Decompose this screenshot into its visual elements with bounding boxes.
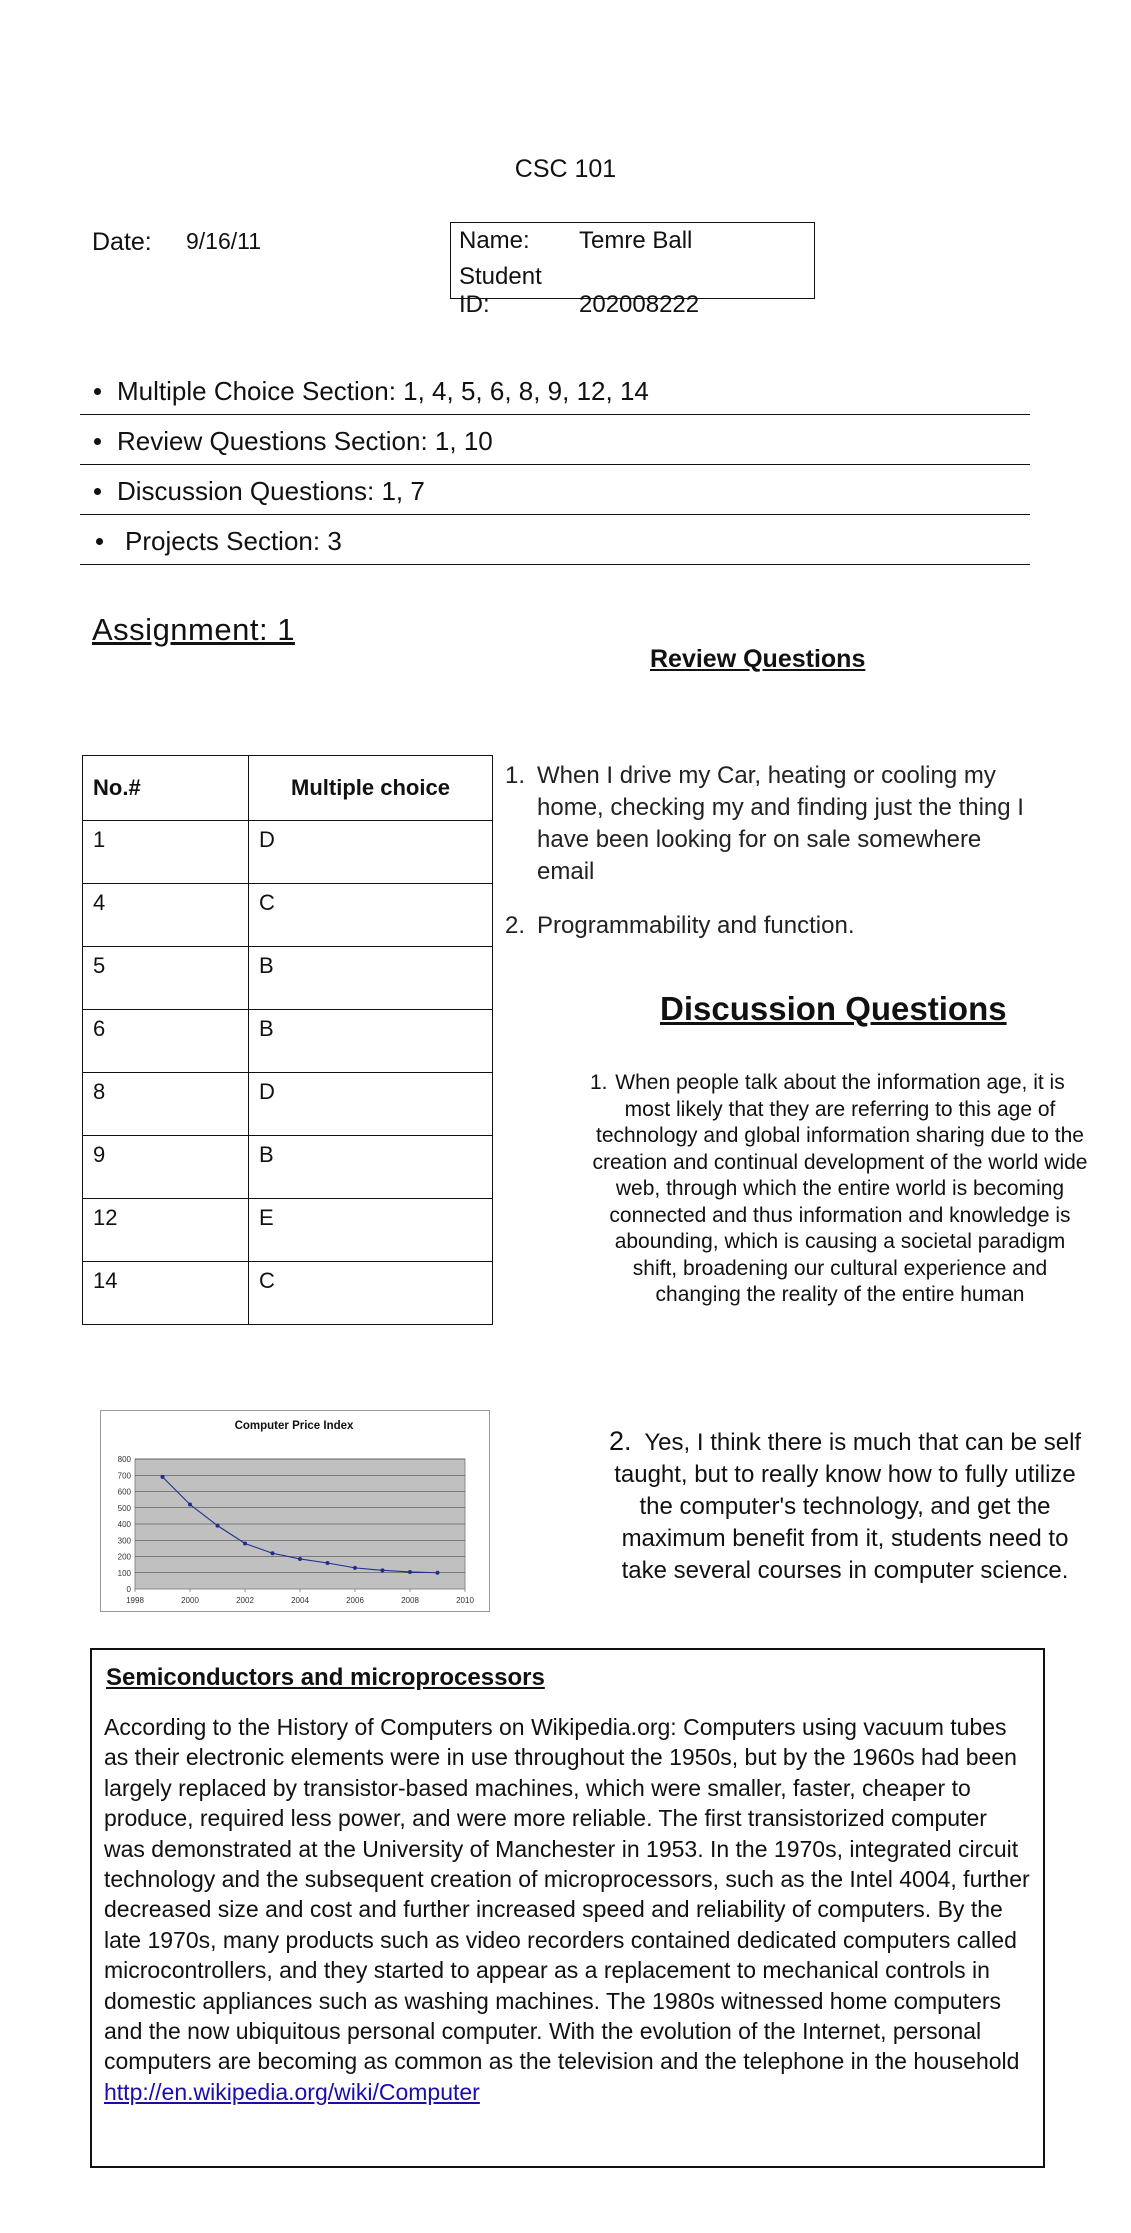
x-tick-label: 2004 bbox=[291, 1596, 309, 1605]
y-tick-label: 0 bbox=[126, 1585, 131, 1594]
x-tick-label: 2010 bbox=[456, 1596, 474, 1605]
y-tick-label: 100 bbox=[117, 1568, 131, 1578]
data-point bbox=[353, 1566, 357, 1570]
table-cell: 14 bbox=[83, 1262, 249, 1325]
assignment-title: Assignment: 1 bbox=[92, 612, 295, 647]
item-number: 2. bbox=[505, 912, 526, 939]
table-cell: B bbox=[249, 1010, 493, 1073]
date-value: 9/16/11 bbox=[186, 228, 262, 254]
bullet-icon bbox=[94, 388, 101, 395]
data-point bbox=[243, 1542, 247, 1546]
bullet-icon bbox=[96, 538, 103, 545]
review-questions-list bbox=[505, 760, 1025, 964]
table-row bbox=[83, 1136, 493, 1199]
student-id-row bbox=[459, 263, 699, 319]
section-item bbox=[80, 465, 1030, 515]
table-cell: 4 bbox=[83, 884, 249, 947]
list-item bbox=[505, 760, 1025, 888]
student-info-box bbox=[450, 222, 815, 318]
sections-list bbox=[80, 365, 1030, 565]
data-point bbox=[298, 1557, 302, 1561]
table-cell: 5 bbox=[83, 947, 249, 1010]
bullet-icon bbox=[94, 488, 101, 495]
table-row bbox=[83, 1010, 493, 1073]
table-row bbox=[83, 1199, 493, 1262]
student-id-label: Student ID: bbox=[459, 263, 542, 318]
section-text: Discussion Questions: 1, 7 bbox=[117, 476, 425, 506]
data-point bbox=[271, 1551, 275, 1555]
y-tick-label: 500 bbox=[117, 1503, 131, 1513]
item-text: When people talk about the information age, it is most likely that they are referring to this age of technology and global information sharing due to the creation and continual development of the world wide web, through which the entire world is becoming connected and thus information and knowledge is abounding, which is causing a societal paradigm shift, broadening our cultural experience and changing the reality of the entire human bbox=[592, 1071, 1088, 1306]
y-tick-label: 800 bbox=[117, 1455, 131, 1464]
x-tick-label: 2008 bbox=[401, 1596, 419, 1605]
discussion-answer-2 bbox=[600, 1425, 1090, 1587]
table-cell: 8 bbox=[83, 1073, 249, 1136]
x-tick-label: 2000 bbox=[181, 1596, 199, 1605]
table-cell: 1 bbox=[83, 821, 249, 884]
item-text: When I drive my Car, heating or cooling my home, checking my and finding just the thing I have been looking for on sale somewhere email bbox=[537, 762, 1024, 885]
table-cell: 6 bbox=[83, 1010, 249, 1073]
semiconductors-body bbox=[104, 1712, 1034, 2107]
semiconductors-title: Semiconductors and microprocessors bbox=[106, 1664, 545, 1691]
chart-svg bbox=[101, 1411, 488, 1610]
multiple-choice-table bbox=[82, 755, 493, 1325]
y-tick-label: 200 bbox=[117, 1552, 131, 1562]
name-label: Name: bbox=[459, 227, 530, 254]
y-tick-label: 300 bbox=[117, 1536, 131, 1546]
y-tick-label: 600 bbox=[117, 1487, 131, 1497]
discussion-questions-heading: Discussion Questions bbox=[660, 990, 1007, 1027]
table-row bbox=[83, 821, 493, 884]
bullet-icon bbox=[94, 438, 101, 445]
table-cell: C bbox=[249, 884, 493, 947]
table-header: No.# bbox=[83, 756, 249, 821]
computer-price-index-chart bbox=[100, 1410, 490, 1612]
section-item bbox=[80, 515, 1030, 565]
course-title: CSC 101 bbox=[514, 155, 617, 183]
y-tick-label: 400 bbox=[117, 1520, 131, 1529]
item-text: Yes, I think there is much that can be self taught, but to really know how to fully utilize the computer's technology, and get the maximum benefit from it, students need to take several courses in computer science. bbox=[614, 1429, 1082, 1584]
y-tick-label: 700 bbox=[117, 1471, 131, 1481]
table-row bbox=[83, 1073, 493, 1136]
section-text: Review Questions Section: 1, 10 bbox=[117, 426, 493, 456]
table-cell: E bbox=[249, 1199, 493, 1262]
item-text: Programmability and function. bbox=[537, 912, 855, 939]
table-cell: 12 bbox=[83, 1199, 249, 1262]
data-point bbox=[188, 1503, 192, 1507]
data-point bbox=[436, 1571, 440, 1575]
table-cell: 9 bbox=[83, 1136, 249, 1199]
x-tick-label: 1998 bbox=[126, 1596, 144, 1605]
table-row bbox=[83, 1262, 493, 1325]
student-id-value: 202008222 bbox=[579, 291, 700, 318]
data-point bbox=[326, 1561, 330, 1565]
x-tick-label: 2006 bbox=[346, 1596, 364, 1605]
item-number: 2. bbox=[608, 1426, 632, 1456]
name-value: Temre Ball bbox=[579, 227, 693, 254]
table-row bbox=[83, 884, 493, 947]
data-point bbox=[408, 1570, 412, 1574]
table-cell: D bbox=[249, 1073, 493, 1136]
table-header-row bbox=[83, 756, 493, 821]
section-text: Multiple Choice Section: 1, 4, 5, 6, 8, 9, 12, 14 bbox=[117, 376, 649, 406]
section-item bbox=[80, 415, 1030, 465]
date-label: Date: bbox=[92, 228, 152, 256]
item-number: 1. bbox=[505, 762, 526, 789]
semiconductors-section bbox=[90, 1648, 1045, 2168]
x-tick-label: 2002 bbox=[236, 1596, 254, 1605]
discussion-answer-1 bbox=[590, 1070, 1090, 1309]
item-number: 1. bbox=[590, 1071, 608, 1094]
semiconductors-text: According to the History of Computers on Wikipedia.org: Computers using vacuum tubes as their electronic elements were in use throughout the 1950s, but by the 1960s had been largely replaced by transistor-based machines, which were smaller, faster, cheaper to produce, required less power, and were more reliable. The first transistorized computer was demonstrated at the University of Manchester in 1953. In the 1970s, integrated circuit technology and the subsequent creation of microprocessors, such as the Intel 4004, further decreased size and cost and further increased speed and reliability of computers. By the late 1970s, many products such as video recorders contained dedicated computers called microcontrollers, and they started to appear as a replacement to mechanical controls in domestic appliances such as washing machines. The 1980s witnessed home computers and the now ubiquitous personal computer. With the evolution of the Internet, personal computers are becoming as common as the television and the telephone in the household bbox=[104, 1714, 1030, 2075]
list-item bbox=[505, 910, 1025, 942]
section-item bbox=[80, 365, 1030, 415]
table-cell: C bbox=[249, 1262, 493, 1325]
table-row bbox=[83, 947, 493, 1010]
data-point bbox=[381, 1568, 385, 1572]
data-point bbox=[161, 1475, 165, 1479]
table-cell: B bbox=[249, 947, 493, 1010]
review-questions-heading: Review Questions bbox=[650, 645, 866, 673]
name-row bbox=[459, 227, 692, 255]
chart-title: Computer Price Index bbox=[234, 1420, 354, 1432]
table-cell: D bbox=[249, 821, 493, 884]
wikipedia-link[interactable]: http://en.wikipedia.org/wiki/Computer bbox=[104, 2078, 480, 2105]
section-text: Projects Section: 3 bbox=[125, 526, 342, 556]
table-cell: B bbox=[249, 1136, 493, 1199]
data-point bbox=[216, 1524, 220, 1528]
table-header: Multiple choice bbox=[249, 756, 493, 821]
